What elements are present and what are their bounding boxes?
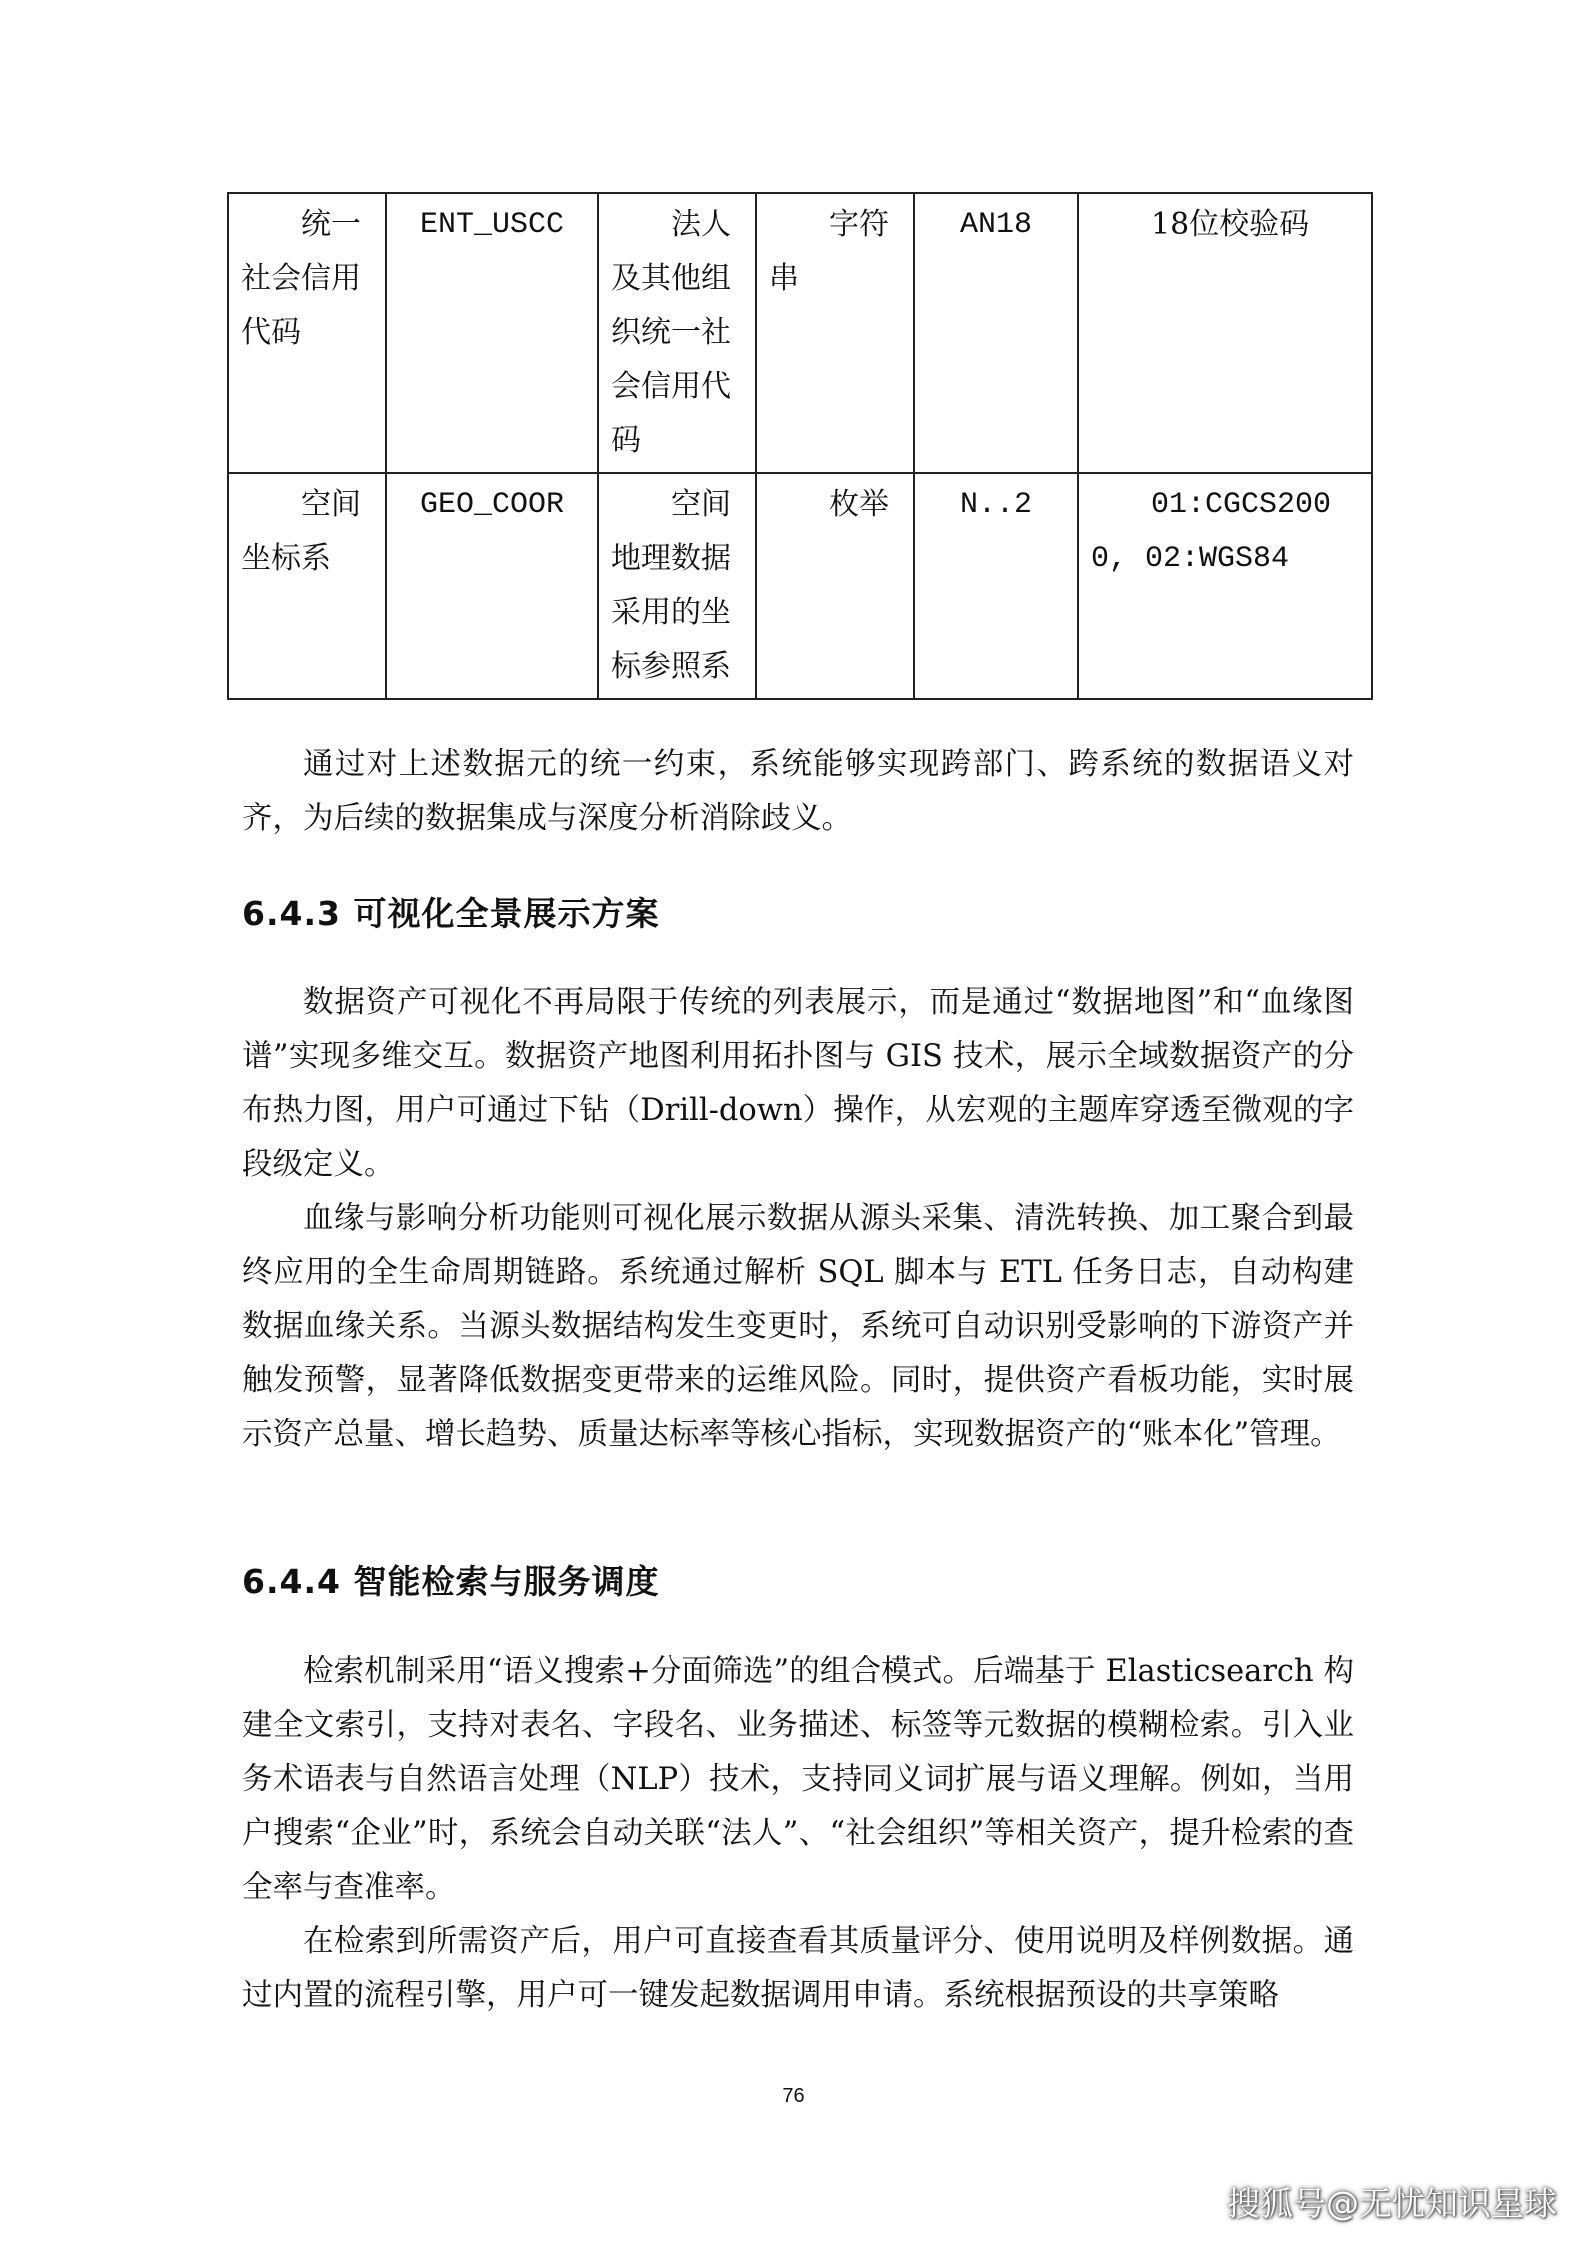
section-heading-6-4-3: 6.4.3 可视化全景展示方案: [242, 894, 660, 933]
paragraph-semantic-alignment: 通过对上述数据元的统一约束，系统能够实现跨部门、跨系统的数据语义对齐，为后续的数据集成与深度分析消除歧义。: [242, 747, 1354, 836]
paragraph-asset-visualization: 数据资产可视化不再局限于传统的列表展示，而是通过“数据地图”和“血缘图谱”实现多维交互。数据资产地图利用拓扑图与 GIS 技术，展示全域数据资产的分布热力图，用户可通过下钻（Drill-down）操作，从宏观的主题库穿透至微观的字段级定义。: [242, 985, 1354, 1182]
element-type-cell: 字符串: [756, 193, 914, 473]
element-name-cell: 统一社会信用代码: [228, 193, 386, 473]
watermark: 搜狐号@无忧知识星球: [1227, 2184, 1557, 2223]
element-range-cell: 18位校验码: [1078, 193, 1372, 473]
element-format-cell: N..2: [914, 473, 1078, 699]
paragraph-data-access: 在检索到所需资产后，用户可直接查看其质量评分、使用说明及样例数据。通过内置的流程引擎，用户可一键发起数据调用申请。系统根据预设的共享策略: [242, 1924, 1354, 2013]
paragraph-search-mechanism: 检索机制采用“语义搜索+分面筛选”的组合模式。后端基于 Elasticsearch 构建全文索引，支持对表名、字段名、业务描述、标签等元数据的模糊检索。引入业务术语表与自然语言处理（NLP）技术，支持同义词扩展与语义理解。例如，当用户搜索“企业”时，系统会自动关联“法人”、“社会组织”等相关资产，提升检索的查全率与查准率。: [242, 1654, 1354, 1905]
data-element-table: [227, 192, 1373, 700]
element-name-cell: 空间坐标系: [228, 473, 386, 699]
element-definition-cell: 空间地理数据采用的坐标参照系: [598, 473, 756, 699]
section-heading-6-4-4: 6.4.4 智能检索与服务调度: [242, 1562, 660, 1601]
table-row: [228, 473, 1372, 699]
element-format-cell: AN18: [914, 193, 1078, 473]
element-type-cell: 枚举: [756, 473, 914, 699]
paragraph-lineage-analysis: 血缘与影响分析功能则可视化展示数据从源头采集、清洗转换、加工聚合到最终应用的全生命周期链路。系统通过解析 SQL 脚本与 ETL 任务日志，自动构建数据血缘关系。当源头数据结构发生变更时，系统可自动识别受影响的下游资产并触发预警，显著降低数据变更带来的运维风险。同时，提供资产看板功能，实时展示资产总量、增长趋势、质量达标率等核心指标，实现数据资产的“账本化”管理。: [242, 1201, 1354, 1452]
element-range-cell: 01:CGCS2000, 02:WGS84: [1078, 473, 1372, 699]
element-definition-cell: 法人及其他组织统一社会信用代码: [598, 193, 756, 473]
element-code-cell: GEO_COOR: [386, 473, 598, 699]
table-row: [228, 193, 1372, 473]
page-number: 76: [782, 2085, 805, 2107]
element-code-cell: ENT_USCC: [386, 193, 598, 473]
